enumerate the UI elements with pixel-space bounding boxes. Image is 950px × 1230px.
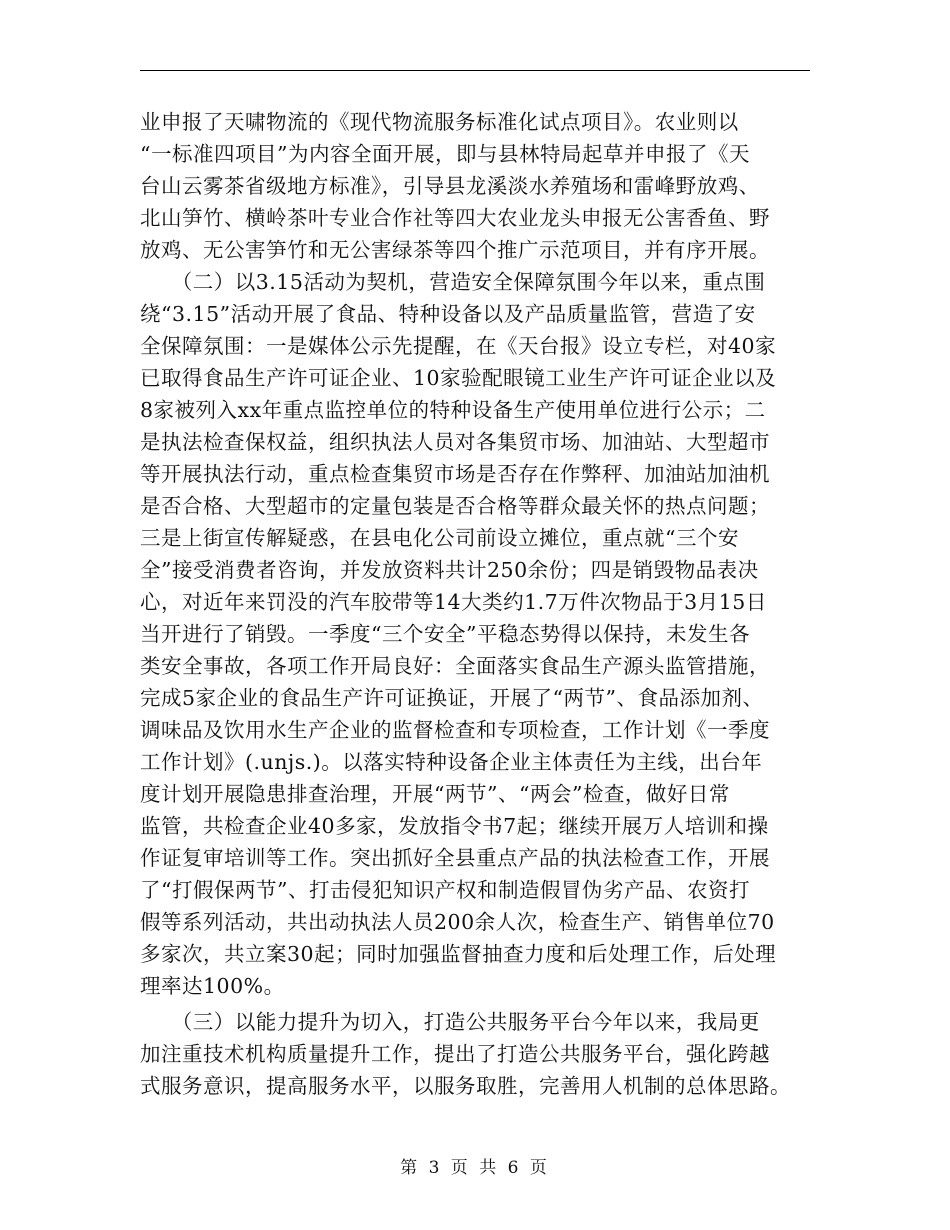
paragraph <box>140 266 810 1002</box>
text-line: 全”接受消费者咨询，并发放资料共计250余份；四是销毁物品表决 <box>140 558 759 582</box>
text-line: 业申报了天啸物流的《现代物流服务标准化试点项目》。农业则以 <box>140 110 739 134</box>
text-line: 等开展执法行动，重点检查集贸市场是否存在作弊秤、加油站加油机 <box>140 462 770 486</box>
text-line: 监管，共检查企业40多家，发放指令书7起；继续开展万人培训和操 <box>140 814 769 838</box>
text-line: 类安全事故，各项工作开局良好：全面落实食品生产源头监管措施， <box>140 654 770 678</box>
text-line: （二）以3.15活动为契机，营造安全保障氛围今年以来，重点围 <box>140 270 766 294</box>
text-line: 工作计划》(.unjs.)。以落实特种设备企业主体责任为主线，出台年 <box>140 750 763 774</box>
text-line: （三）以能力提升为切入，打造公共服务平台今年以来，我局更 <box>140 1010 760 1034</box>
text-line: 了“打假保两节”、打击侵犯知识产权和制造假冒伪劣产品、农资打 <box>140 878 750 902</box>
text-line: 作证复审培训等工作。突出抓好全县重点产品的执法检查工作，开展 <box>140 846 770 870</box>
text-line: 是执法检查保权益，组织执法人员对各集贸市场、加油站、大型超市 <box>140 430 770 454</box>
text-line: 台山云雾茶省级地方标准》，引导县龙溪淡水养殖场和雷峰野放鸡、 <box>140 174 760 198</box>
text-line: 北山笋竹、横岭茶叶专业合作社等四大农业龙头申报无公害香鱼、野 <box>140 206 770 230</box>
text-line: 三是上街宣传解疑惑，在县电化公司前设立摊位，重点就“三个安 <box>140 526 739 550</box>
text-line: 调味品及饮用水生产企业的监督检查和专项检查，工作计划《一季度 <box>140 718 770 742</box>
text-line: 当开进行了销毁。一季度“三个安全”平稳态势得以保持，未发生各 <box>140 622 750 646</box>
text-line: 全保障氛围：一是媒体公示先提醒，在《天台报》设立专栏，对40家 <box>140 334 777 358</box>
text-line: 完成5家企业的食品生产许可证换证，开展了“两节”、食品添加剂、 <box>140 686 764 710</box>
paragraph <box>140 106 810 266</box>
paragraph <box>140 1006 810 1102</box>
text-line: 放鸡、无公害笋竹和无公害绿茶等四个推广示范项目，并有序开展。 <box>140 238 770 262</box>
text-line: 绕“3.15”活动开展了食品、特种设备以及产品质量监管，营造了安 <box>140 302 756 326</box>
text-line: 理率达100%。 <box>140 974 285 998</box>
text-line: 加注重技术机构质量提升工作，提出了打造公共服务平台，强化跨越 <box>140 1042 770 1066</box>
text-line: 假等系列活动，共出动执法人员200余人次，检查生产、销售单位70 <box>140 910 775 934</box>
header-rule <box>140 70 810 71</box>
text-line: 度计划开展隐患排查治理，开展“两节”、“两会”检查，做好日常 <box>140 782 730 806</box>
text-line: 是否合格、大型超市的定量包装是否合格等群众最关怀的热点问题； <box>140 494 770 518</box>
text-line: “一标准四项目”为内容全面开展，即与县林特局起草并申报了《天 <box>140 142 750 166</box>
text-line: 心，对近年来罚没的汽车胶带等14大类约1.7万件次物品于3月15日 <box>140 590 767 614</box>
text-line: 已取得食品生产许可证企业、10家验配眼镜工业生产许可证企业以及 <box>140 366 777 390</box>
text-line: 式服务意识，提高服务水平，以服务取胜，完善用人机制的总体思路。 <box>140 1074 791 1098</box>
document-body <box>140 106 810 1102</box>
text-line: 8家被列入xx年重点监控单位的特种设备生产使用单位进行公示；二 <box>140 398 766 422</box>
text-line: 多家次，共立案30起；同时加强监督抽查力度和后处理工作，后处理 <box>140 942 777 966</box>
page-number-footer: 第 3 页 共 6 页 <box>400 1158 550 1178</box>
